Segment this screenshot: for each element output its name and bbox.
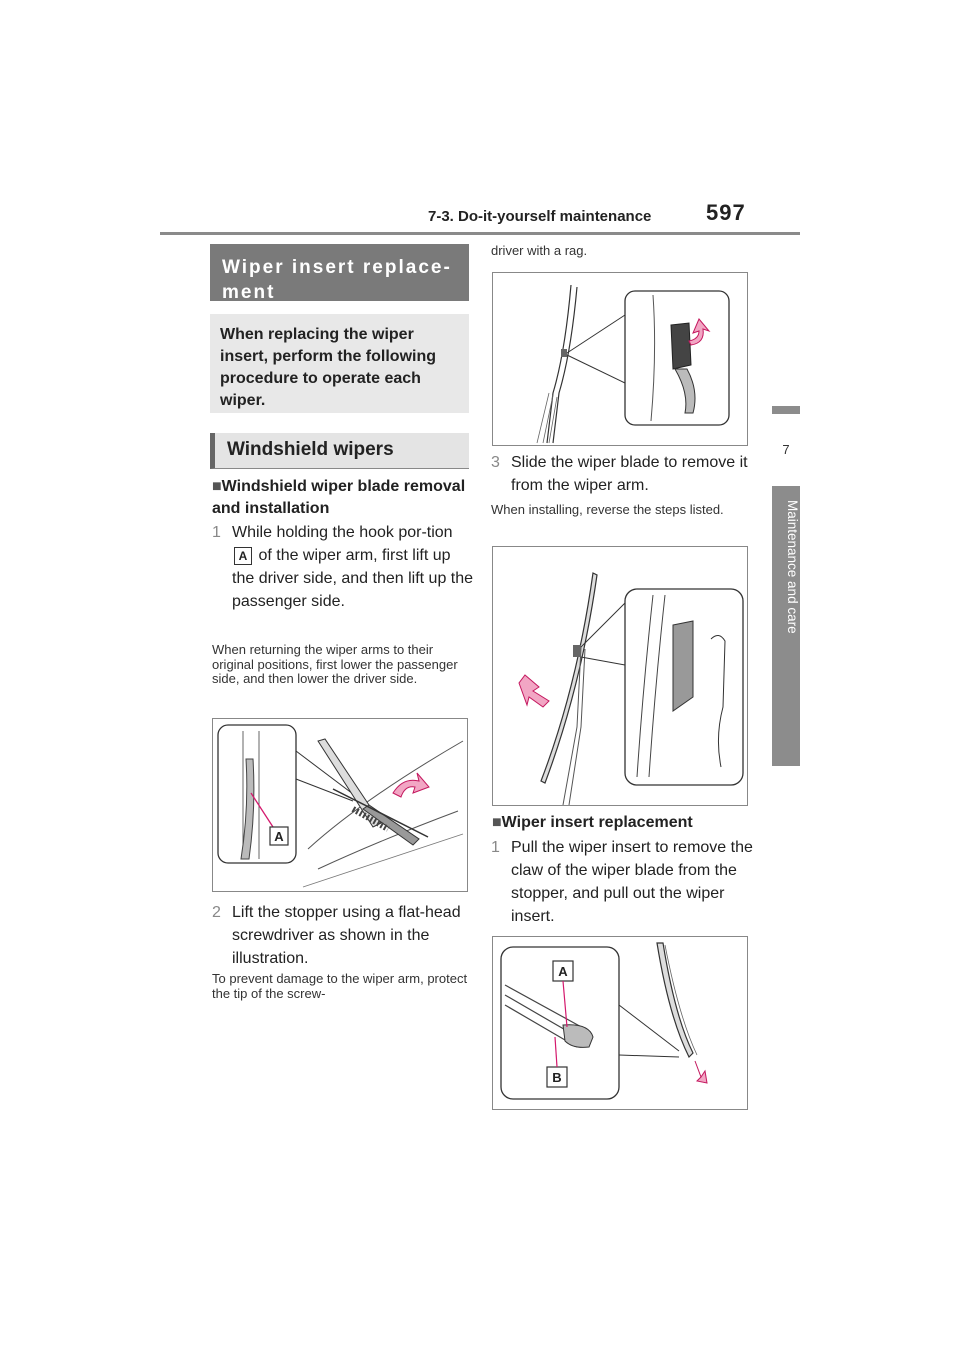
wiper-arm-illustration [213, 719, 467, 891]
header-rule [160, 232, 800, 235]
note-3: When installing, reverse the steps listed. [491, 502, 724, 517]
subheading-2-text: Wiper insert replacement [501, 814, 693, 831]
fig4-label-b: B [552, 1070, 562, 1085]
chapter-number: 7 [772, 414, 800, 486]
fig4-label-a: A [558, 964, 568, 979]
step-1-number: 1 [212, 524, 221, 541]
step-1-text-pre: While holding the hook por-tion [232, 524, 453, 541]
step-2-text: Lift the stopper using a flat-head screwdriver as shown in the illustration. [232, 904, 461, 967]
fig1-label-a: A [274, 829, 284, 844]
subheading-insert-replacement: ■Wiper insert replacement [492, 814, 693, 831]
wiper-insert-heading: Wiper insert replace-ment [210, 244, 469, 301]
step-4 [491, 836, 753, 928]
note-2-continued: driver with a rag. [491, 243, 588, 258]
intro-box: When replacing the wiper insert, perform the following procedure to operate each wiper. [210, 314, 469, 413]
insert-pull-illustration [493, 937, 747, 1109]
note-1: When returning the wiper arms to their original positions, first lower the passenger side, and then lower the driver side. [212, 642, 458, 686]
step-1-text-post: of the wiper arm, first lift up the driver side, and then lift up the passenger side. [232, 547, 474, 610]
step-4-number: 1 [491, 839, 500, 856]
figure-blade-slide [492, 546, 748, 806]
figure-insert-pull [492, 936, 748, 1110]
step-3-text: Slide the wiper blade to remove it from the wiper arm. [511, 454, 748, 494]
windshield-wipers-heading: Windshield wipers [210, 433, 469, 469]
step-3-number: 3 [491, 454, 500, 471]
chapter-title: Maintenance and care [785, 500, 800, 634]
label-a-inline: A [234, 547, 252, 565]
note-2: To prevent damage to the wiper arm, protect the tip of the screw- [212, 971, 468, 1001]
subheading-text: Windshield wiper blade removal and installation [212, 478, 466, 517]
step-2-number: 2 [212, 904, 221, 921]
blade-slide-illustration [493, 547, 747, 805]
section-title: 7-3. Do-it-yourself maintenance [428, 208, 652, 225]
subheading-blade-removal: ■Windshield wiper blade removal and installation [212, 478, 466, 517]
stopper-illustration [493, 273, 747, 445]
step-1 [212, 521, 474, 613]
page-number: 597 [706, 200, 746, 225]
step-4-text: Pull the wiper insert to remove the claw of the wiper blade from the stopper, and pull out the wiper insert. [511, 839, 753, 925]
figure-wiper-arm-lift [212, 718, 468, 892]
step-2 [212, 901, 474, 970]
figure-stopper-lift [492, 272, 748, 446]
step-3 [491, 451, 753, 497]
